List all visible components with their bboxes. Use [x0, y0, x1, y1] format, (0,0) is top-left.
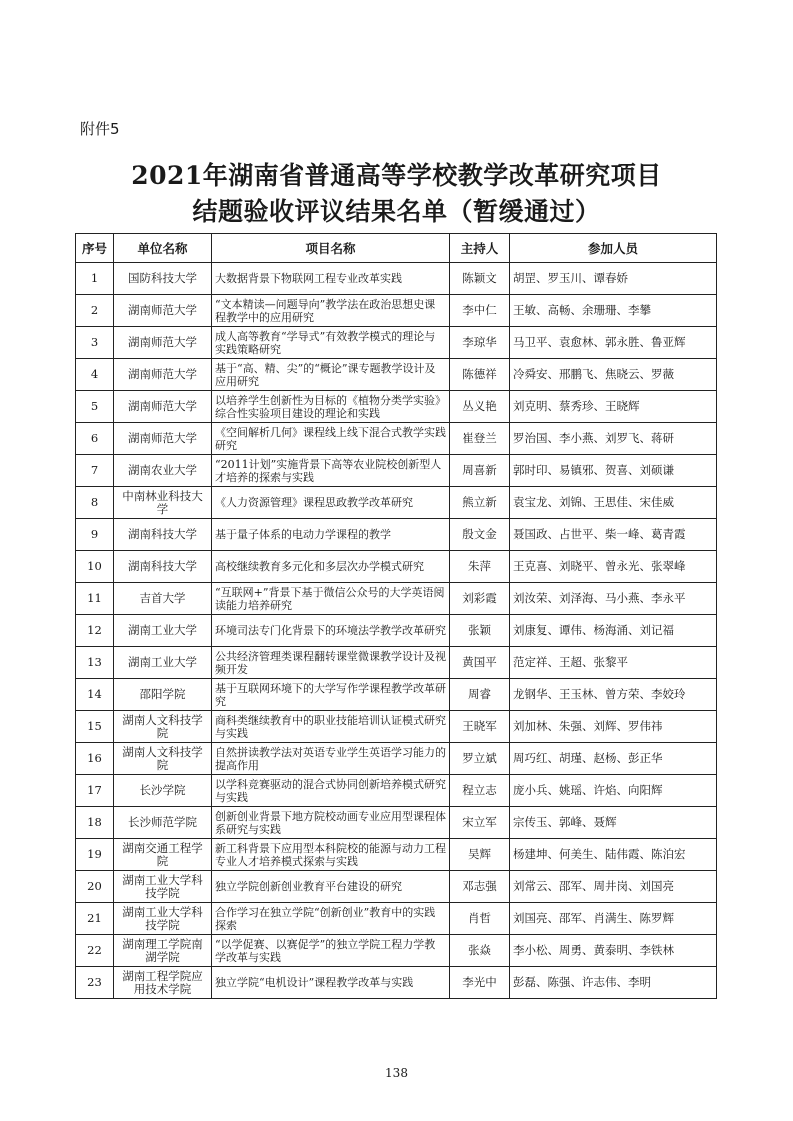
project-name-cell: “互联网+”背景下基于微信公众号的大学英语阅读能力培养研究 — [212, 583, 450, 615]
members-cell: 郭时印、易镇邪、贺喜、刘硕谦 — [510, 455, 717, 487]
host-name-cell: 吴辉 — [450, 839, 510, 871]
row-number-cell: 21 — [76, 903, 114, 935]
project-name-cell: 公共经济管理类课程翻转课堂微课教学设计及视频开发 — [212, 647, 450, 679]
table-row — [76, 743, 717, 775]
project-name-cell: 基于“高、精、尖”的“概论”课专题教学设计及应用研究 — [212, 359, 450, 391]
members-cell: 聂国政、占世平、柴一峰、葛青霞 — [510, 519, 717, 551]
unit-name-cell: 湖南科技大学 — [114, 519, 212, 551]
host-name-cell: 王晓军 — [450, 711, 510, 743]
unit-name-cell: 中南林业科技大学 — [114, 487, 212, 519]
members-cell: 李小松、周勇、黄泰明、李铁林 — [510, 935, 717, 967]
project-name-cell: 基于量子体系的电动力学课程的教学 — [212, 519, 450, 551]
table-row — [76, 647, 717, 679]
unit-name-cell: 湖南工业大学 — [114, 615, 212, 647]
table-row — [76, 295, 717, 327]
unit-name-cell: 湖南师范大学 — [114, 391, 212, 423]
host-name-cell: 邓志强 — [450, 871, 510, 903]
table-row — [76, 935, 717, 967]
members-cell: 周巧红、胡瑾、赵杨、彭正华 — [510, 743, 717, 775]
row-number-cell: 8 — [76, 487, 114, 519]
row-number-cell: 11 — [76, 583, 114, 615]
project-name-cell: 新工科背景下应用型本科院校的能源与动力工程专业人才培养模式探索与实践 — [212, 839, 450, 871]
header-project: 项目名称 — [212, 234, 450, 263]
row-number-cell: 12 — [76, 615, 114, 647]
unit-name-cell: 湖南交通工程学院 — [114, 839, 212, 871]
results-table — [75, 233, 717, 999]
project-name-cell: 成人高等教育“学导式”有效教学模式的理论与实践策略研究 — [212, 327, 450, 359]
project-name-cell: “以学促赛、以赛促学”的独立学院工程力学教学改革与实践 — [212, 935, 450, 967]
host-name-cell: 罗立斌 — [450, 743, 510, 775]
unit-name-cell: 湖南师范大学 — [114, 359, 212, 391]
members-cell: 刘国亮、邵军、肖满生、陈罗辉 — [510, 903, 717, 935]
row-number-cell: 17 — [76, 775, 114, 807]
page-number: 138 — [385, 1066, 408, 1080]
project-name-cell: 独立学院创新创业教育平台建设的研究 — [212, 871, 450, 903]
host-name-cell: 丛义艳 — [450, 391, 510, 423]
host-name-cell: 周喜新 — [450, 455, 510, 487]
members-cell: 刘克明、蔡秀珍、王晓辉 — [510, 391, 717, 423]
table-row — [76, 359, 717, 391]
host-name-cell: 陈德祥 — [450, 359, 510, 391]
header-unit: 单位名称 — [114, 234, 212, 263]
members-cell: 刘汝荣、刘泽海、马小燕、李永平 — [510, 583, 717, 615]
host-name-cell: 宋立军 — [450, 807, 510, 839]
unit-name-cell: 湖南师范大学 — [114, 327, 212, 359]
header-no: 序号 — [76, 234, 114, 263]
row-number-cell: 7 — [76, 455, 114, 487]
project-name-cell: 《人力资源管理》课程思政教学改革研究 — [212, 487, 450, 519]
row-number-cell: 6 — [76, 423, 114, 455]
table-row — [76, 615, 717, 647]
row-number-cell: 13 — [76, 647, 114, 679]
row-number-cell: 3 — [76, 327, 114, 359]
row-number-cell: 18 — [76, 807, 114, 839]
members-cell: 龙钢华、王玉林、曾方荣、李姣玲 — [510, 679, 717, 711]
table-row — [76, 519, 717, 551]
table-row — [76, 583, 717, 615]
host-name-cell: 张颖 — [450, 615, 510, 647]
table-row — [76, 807, 717, 839]
host-name-cell: 张焱 — [450, 935, 510, 967]
members-cell: 彭磊、陈强、许志伟、李明 — [510, 967, 717, 999]
unit-name-cell: 邵阳学院 — [114, 679, 212, 711]
project-name-cell: “文本精读—问题导向”教学法在政治思想史课程教学中的应用研究 — [212, 295, 450, 327]
row-number-cell: 10 — [76, 551, 114, 583]
project-name-cell: 《空间解析几何》课程线上线下混合式教学实践研究 — [212, 423, 450, 455]
members-cell: 刘常云、邵军、周井岗、刘国亮 — [510, 871, 717, 903]
row-number-cell: 20 — [76, 871, 114, 903]
unit-name-cell: 长沙师范学院 — [114, 807, 212, 839]
table-header-row — [76, 234, 717, 263]
members-cell: 王克喜、刘晓平、曾永光、张翠峰 — [510, 551, 717, 583]
unit-name-cell: 湖南工业大学 — [114, 647, 212, 679]
unit-name-cell: 吉首大学 — [114, 583, 212, 615]
host-name-cell: 程立志 — [450, 775, 510, 807]
project-name-cell: 环境司法专门化背景下的环境法学教学改革研究 — [212, 615, 450, 647]
host-name-cell: 崔登兰 — [450, 423, 510, 455]
table-row — [76, 967, 717, 999]
host-name-cell: 李光中 — [450, 967, 510, 999]
members-cell: 范定祥、王超、张黎平 — [510, 647, 717, 679]
unit-name-cell: 湖南科技大学 — [114, 551, 212, 583]
row-number-cell: 2 — [76, 295, 114, 327]
table-row — [76, 327, 717, 359]
unit-name-cell: 湖南人文科技学院 — [114, 743, 212, 775]
members-cell: 袁宝龙、刘锦、王思佳、宋佳威 — [510, 487, 717, 519]
members-cell: 庞小兵、姚瑶、许焰、向阳辉 — [510, 775, 717, 807]
row-number-cell: 16 — [76, 743, 114, 775]
row-number-cell: 1 — [76, 263, 114, 295]
unit-name-cell: 湖南理工学院南湖学院 — [114, 935, 212, 967]
members-cell: 杨建坤、何美生、陆伟霞、陈泊宏 — [510, 839, 717, 871]
document-title-line-1: 2021年湖南省普通高等学校教学改革研究项目 — [131, 161, 662, 190]
header-members: 参加人员 — [510, 234, 717, 263]
project-name-cell: “2011计划”实施背景下高等农业院校创新型人才培养的探索与实践 — [212, 455, 450, 487]
members-cell: 刘加林、朱强、刘辉、罗伟祎 — [510, 711, 717, 743]
project-name-cell: 自然拼读教学法对英语专业学生英语学习能力的提高作用 — [212, 743, 450, 775]
row-number-cell: 4 — [76, 359, 114, 391]
project-name-cell: 商科类继续教育中的职业技能培训认证模式研究与实践 — [212, 711, 450, 743]
host-name-cell: 周睿 — [450, 679, 510, 711]
table-row — [76, 775, 717, 807]
header-host: 主持人 — [450, 234, 510, 263]
host-name-cell: 李中仁 — [450, 295, 510, 327]
table-row — [76, 455, 717, 487]
unit-name-cell: 湖南工业大学科技学院 — [114, 903, 212, 935]
project-name-cell: 以培养学生创新性为目标的《植物分类学实验》综合性实验项目建设的理论和实践 — [212, 391, 450, 423]
project-name-cell: 以学科竞赛驱动的混合式协同创新培养模式研究与实践 — [212, 775, 450, 807]
host-name-cell: 陈颖文 — [450, 263, 510, 295]
members-cell: 冷舜安、邢鹏飞、焦晓云、罗薇 — [510, 359, 717, 391]
host-name-cell: 熊立新 — [450, 487, 510, 519]
host-name-cell: 李琼华 — [450, 327, 510, 359]
project-name-cell: 大数据背景下物联网工程专业改革实践 — [212, 263, 450, 295]
unit-name-cell: 湖南工业大学科技学院 — [114, 871, 212, 903]
row-number-cell: 5 — [76, 391, 114, 423]
document-title-line-2: 结题验收评议结果名单（暂缓通过） — [192, 197, 601, 226]
row-number-cell: 22 — [76, 935, 114, 967]
row-number-cell: 15 — [76, 711, 114, 743]
unit-name-cell: 长沙学院 — [114, 775, 212, 807]
project-name-cell: 基于互联网环境下的大学写作学课程教学改革研究 — [212, 679, 450, 711]
project-name-cell: 独立学院“电机设计”课程教学改革与实践 — [212, 967, 450, 999]
project-name-cell: 合作学习在独立学院“创新创业”教育中的实践探索 — [212, 903, 450, 935]
table-row — [76, 871, 717, 903]
host-name-cell: 刘彩霞 — [450, 583, 510, 615]
table-body — [76, 263, 717, 999]
table-row — [76, 487, 717, 519]
members-cell: 王敏、高畅、余珊珊、李攀 — [510, 295, 717, 327]
table-row — [76, 423, 717, 455]
table-row — [76, 263, 717, 295]
members-cell: 马卫平、袁愈林、郭永胜、鲁亚辉 — [510, 327, 717, 359]
table-row — [76, 679, 717, 711]
row-number-cell: 19 — [76, 839, 114, 871]
members-cell: 胡罡、罗玉川、谭春娇 — [510, 263, 717, 295]
members-cell: 罗治国、李小燕、刘罗飞、蒋研 — [510, 423, 717, 455]
unit-name-cell: 湖南农业大学 — [114, 455, 212, 487]
table-row — [76, 391, 717, 423]
project-name-cell: 创新创业背景下地方院校动画专业应用型课程体系研究与实践 — [212, 807, 450, 839]
host-name-cell: 殷文金 — [450, 519, 510, 551]
unit-name-cell: 湖南师范大学 — [114, 423, 212, 455]
row-number-cell: 14 — [76, 679, 114, 711]
host-name-cell: 黄国平 — [450, 647, 510, 679]
attachment-label: 附件5 — [80, 120, 120, 138]
members-cell: 刘康复、谭伟、杨海涌、刘记福 — [510, 615, 717, 647]
unit-name-cell: 国防科技大学 — [114, 263, 212, 295]
table-row — [76, 903, 717, 935]
host-name-cell: 朱萍 — [450, 551, 510, 583]
unit-name-cell: 湖南师范大学 — [114, 295, 212, 327]
row-number-cell: 9 — [76, 519, 114, 551]
host-name-cell: 肖哲 — [450, 903, 510, 935]
table-row — [76, 711, 717, 743]
table-row — [76, 839, 717, 871]
unit-name-cell: 湖南工程学院应用技术学院 — [114, 967, 212, 999]
row-number-cell: 23 — [76, 967, 114, 999]
members-cell: 宗传玉、郭峰、聂辉 — [510, 807, 717, 839]
project-name-cell: 高校继续教育多元化和多层次办学模式研究 — [212, 551, 450, 583]
table-row — [76, 551, 717, 583]
unit-name-cell: 湖南人文科技学院 — [114, 711, 212, 743]
